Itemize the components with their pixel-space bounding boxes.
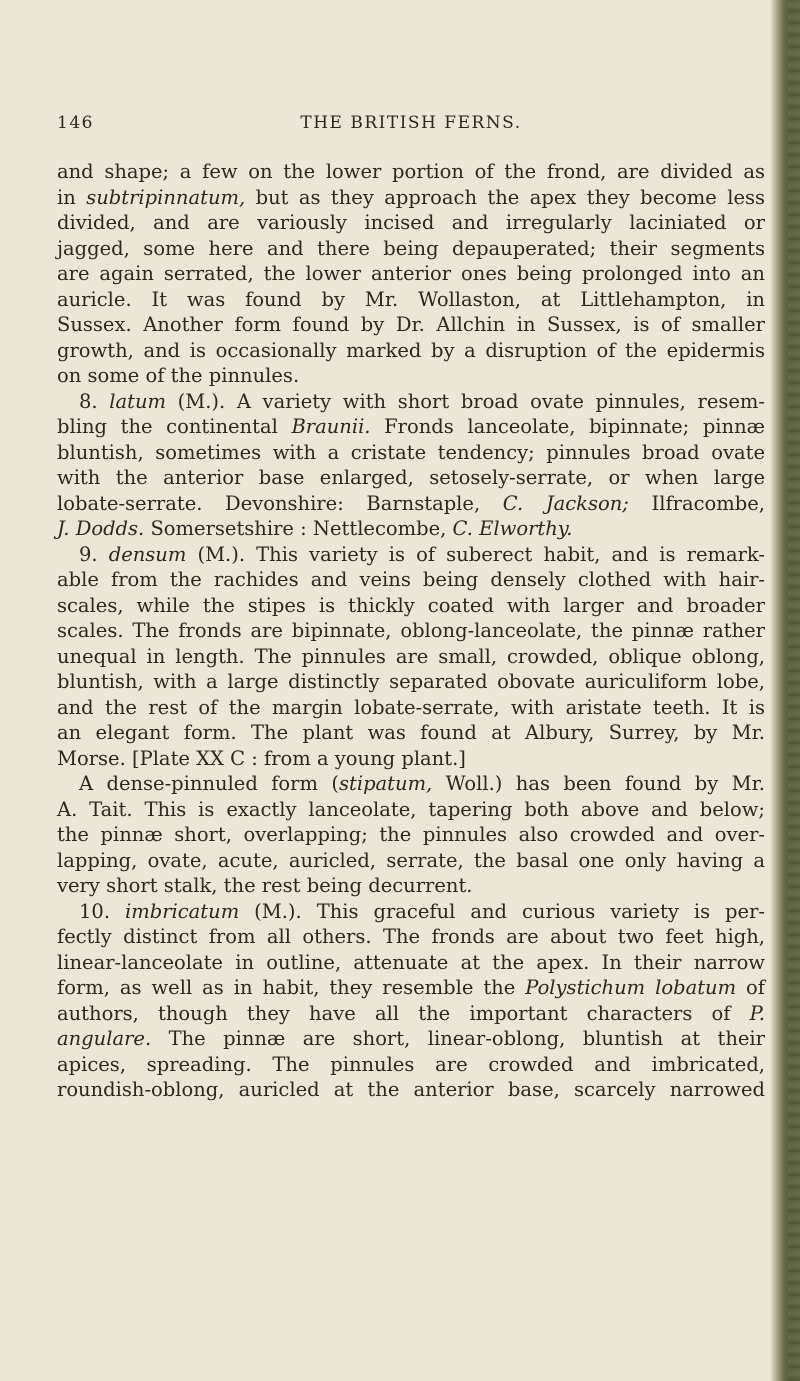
text-segment: linear-lanceolate in outline, attenuate at the apex. In their narrow: [57, 950, 765, 974]
italic-text: J. Dodds.: [57, 517, 145, 540]
text-line: [57, 950, 765, 976]
text-segment: 10.: [79, 899, 125, 923]
text-segment: A dense-pinnuled form (: [79, 772, 339, 795]
text-segment: jagged, some here and there being depauperated; their segments: [57, 236, 765, 260]
text-segment: unequal in length. The pinnules are small, crowded, oblique oblong,: [57, 644, 765, 668]
text-segment: of: [736, 976, 765, 999]
text-line: [57, 848, 765, 874]
text-line: [57, 338, 765, 364]
running-title: THE BRITISH FERNS.: [300, 113, 522, 133]
italic-text: densum: [108, 542, 187, 566]
text-segment: auricle. It was found by Mr. Wollaston, at Littlehampton, in: [57, 287, 765, 311]
text-segment: very short stalk, the rest being decurrent.: [57, 874, 473, 897]
text-segment: authors, though they have all the important characters of: [57, 1001, 750, 1025]
text-segment: the pinnæ short, overlapping; the pinnules also crowded and over-: [57, 823, 765, 846]
italic-text: Polystichum lobatum: [525, 976, 737, 999]
text-segment: and the rest of the margin lobate-serrate, with aristate teeth. It is: [57, 695, 765, 719]
text-line: [57, 669, 765, 695]
italic-text: stipatum,: [338, 772, 433, 795]
text-segment: growth, and is occasionally marked by a disruption of the epidermis: [57, 338, 765, 362]
text-line: [57, 312, 765, 338]
text-line: [57, 746, 765, 772]
text-line: [57, 797, 765, 823]
text-segment: apices, spreading. The pinnules are crowded and imbricated,: [57, 1052, 765, 1076]
text-segment: Sussex. Another form found by Dr. Allchin in Sussex, is of smaller: [57, 313, 765, 336]
text-segment: with the anterior base enlarged, setosely-serrate, or when large: [57, 466, 765, 489]
page-number: 146: [57, 113, 94, 133]
text-line: [57, 618, 765, 644]
italic-text: subtripinnatum,: [86, 185, 246, 209]
text-segment: scales, while the stipes is thickly coated with larger and broader: [57, 593, 765, 617]
text-segment: (M.). This variety is of suberect habit, and is remark-: [186, 542, 765, 566]
text-segment: roundish-oblong, auricled at the anterior base, scarcely narrowed: [57, 1078, 765, 1101]
text-segment: on some of the pinnules.: [57, 364, 300, 387]
text-line: [57, 261, 765, 287]
text-segment: in: [57, 185, 87, 209]
italic-text: C. Elworthy.: [452, 517, 573, 540]
text-segment: lobate-serrate. Devonshire: Barnstaple,: [57, 491, 503, 515]
text-line: [57, 695, 765, 721]
book-spine-binding: [788, 0, 800, 1381]
italic-text: angulare.: [57, 1027, 152, 1050]
text-line: [57, 236, 765, 262]
body-text: [57, 159, 765, 1103]
text-segment: (M.). This graceful and curious variety is per-: [239, 899, 765, 923]
text-line: [57, 899, 765, 925]
text-line: [57, 363, 765, 389]
text-segment: but as they approach the apex they become less: [245, 185, 766, 209]
text-line: [57, 771, 765, 797]
italic-text: P.: [749, 1001, 765, 1025]
text-line: [57, 414, 765, 440]
text-line: [57, 567, 765, 593]
text-segment: bluntish, with a large distinctly separated obovate auriculiform lobe,: [57, 670, 765, 693]
text-segment: form, as well as in habit, they resemble the: [57, 976, 526, 999]
text-segment: and shape; a few on the lower portion of the frond, are divided as: [57, 160, 765, 183]
text-segment: lapping, ovate, acute, auricled, serrate, the basal one only having a: [57, 848, 765, 872]
text-segment: The pinnæ are short, linear-oblong, bluntish at their: [151, 1027, 765, 1050]
text-line: [57, 1001, 765, 1027]
text-segment: able from the rachides and veins being densely clothed with hair-: [57, 568, 765, 591]
text-line: [57, 542, 765, 568]
text-segment: 9.: [79, 542, 109, 566]
text-line: [57, 1026, 765, 1052]
text-segment: Woll.) has been found by Mr.: [432, 772, 765, 795]
italic-text: C. Jackson;: [502, 491, 629, 515]
text-line: [57, 924, 765, 950]
italic-text: Braunii.: [291, 415, 371, 438]
text-line: [57, 210, 765, 236]
text-line: [57, 491, 765, 517]
text-line: [57, 593, 765, 619]
text-line: [57, 1077, 765, 1103]
text-line: [57, 440, 765, 466]
text-segment: A. Tait. This is exactly lanceolate, tapering both above and below;: [57, 797, 765, 821]
text-line: [57, 720, 765, 746]
text-segment: bluntish, sometimes with a cristate tendency; pinnules broad ovate: [57, 440, 765, 464]
text-line: [57, 873, 765, 899]
text-segment: Somersetshire : Nettlecombe,: [144, 517, 453, 540]
text-line: [57, 1052, 765, 1078]
text-segment: 8.: [79, 389, 110, 413]
text-segment: are again serrated, the lower anterior ones being prolonged into an: [57, 262, 765, 285]
text-segment: an elegant form. The plant was found at Albury, Surrey, by Mr.: [57, 721, 765, 744]
text-line: [57, 185, 765, 211]
book-spine-edge: [770, 0, 800, 1381]
italic-text: imbricatum: [124, 899, 240, 923]
text-line: [57, 975, 765, 1001]
text-segment: (M.). A variety with short broad ovate pinnules, resem-: [166, 389, 765, 413]
text-line: [57, 822, 765, 848]
text-line: [57, 465, 765, 491]
text-line: [57, 516, 765, 542]
text-segment: fectly distinct from all others. The fronds are about two feet high,: [57, 925, 765, 948]
text-segment: Morse. [Plate XX C : from a young plant.]: [57, 746, 466, 770]
text-segment: bling the continental: [57, 415, 292, 438]
text-segment: Fronds lanceolate, bipinnate; pinnæ: [370, 415, 765, 438]
text-segment: divided, and are variously incised and irregularly laciniated or: [57, 211, 765, 234]
text-line: [57, 159, 765, 185]
page-header: [57, 113, 765, 139]
text-line: [57, 287, 765, 313]
text-segment: Ilfracombe,: [628, 491, 765, 515]
text-line: [57, 644, 765, 670]
text-segment: scales. The fronds are bipinnate, oblong-lanceolate, the pinnæ rather: [57, 619, 765, 642]
text-line: [57, 389, 765, 415]
italic-text: latum: [109, 389, 166, 413]
